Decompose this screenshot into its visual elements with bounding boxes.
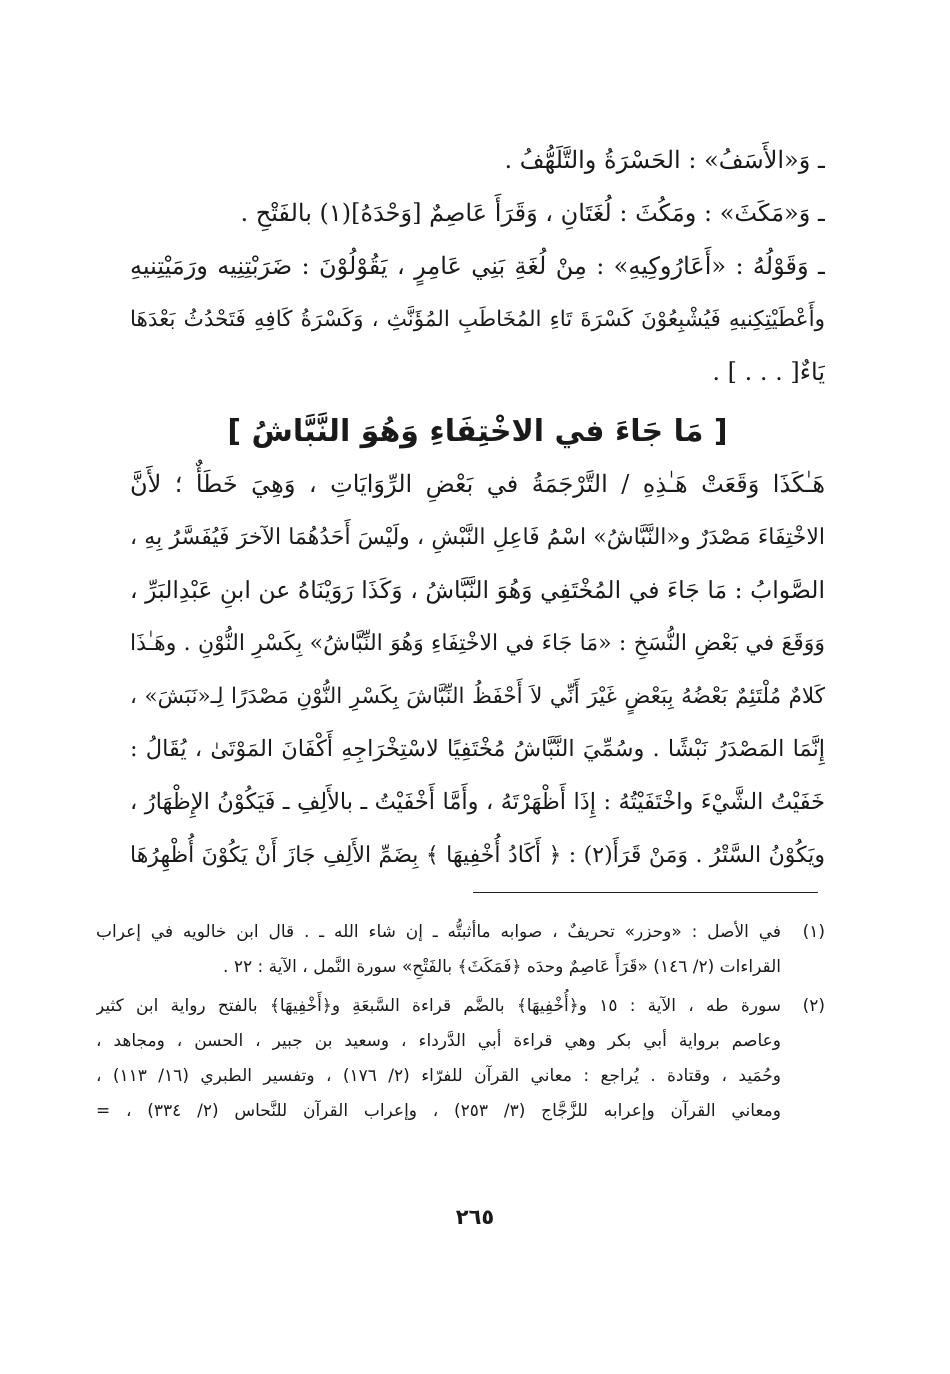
footnote-divider [473, 892, 818, 893]
footnote-number: (١) [802, 922, 825, 942]
footnote-line: في الأصل : «وحزر» تحريفٌ ، صوابه ماأثبتُّه ـ إن شاء الله ـ . قال ابن خالويه في إعراب [96, 922, 781, 942]
glossary-line: ـ وَ«مَكَثَ» : ومَكُثَ : لُغَتَانِ ، وَقَرَأَ عَاصِمٌ [وَحْدَهُ](١) بالفَتْحِ . [240, 199, 825, 227]
body-text [130, 458, 825, 882]
body-line: خَفَيْتُ الشَّيْءَ واخْتَفَيْتُهُ : إِذَا أَظْهَرْتَهُ ، وأَمَّا أَخْفَيْتُ ـ بالأَلِفِ ـ فَيَكُوْنُ الإِظْهَارُ ، [130, 789, 825, 815]
glossary-line: ـ وَ«الأَسَفُ» : الحَسْرَةُ والتَّلَهُّفُ . [504, 146, 825, 174]
glossary-line: ـ وَقَوْلُهُ : «أَعَارُوكِيهِ» : مِنْ لُغَةِ بَنِي عَامِرٍ ، يَقُوْلُوْنَ : ضَرَبْتِنِيه ورَمَيْتِنيهِ [130, 252, 825, 280]
page-number: ٢٦٥ [455, 1205, 495, 1229]
footnote-number: (٢) [802, 996, 825, 1016]
body-line: الصَّوابُ : مَا جَاءَ في المُخْتَفِي وَهُوَ النَّبَّاشُ ، وَكَذَا رَوَيْنَاهُ عن ابنِ عَبْدِالبَرِّ ، [130, 576, 825, 604]
footnote-line: وحُمَيد ، وقتادة . يُراجع : معاني القرآن للفرّاء (٢/ ١٧٦) ، وتفسير الطبري (١٦/ ١١٣) ، [96, 1066, 781, 1086]
glossary-section [130, 134, 825, 399]
body-line: إِنَّمَا المَصْدَرُ نَبْشًا . وسُمِّيَ النَّبَّاشُ مُخْتَفِيًا لاسْتِخْرَاجِهِ أَكْفَانَ المَوْتَىٰ ، يُقَالُ : [130, 736, 825, 762]
glossary-line: يَاءٌ[ . . . ] . [712, 358, 825, 386]
footnote-2 [96, 989, 825, 1129]
footnotes [96, 915, 825, 1129]
body-line: الاخْتِفَاءَ مَصْدَرٌ و«النَّبَّاشُ» اسْمُ فَاعِلِ النَّبْشِ ، ولَيْسَ أَحَدُهُمَا الآخرَ فَيُفَسَّرُ بِهِ ، [130, 525, 825, 550]
footnote-line: سورة طه ، الآية : ١٥ و﴿أُخْفِيهَا﴾ بالضَّم قراءة السَّبعَةِ و﴿أَخْفِيهَا﴾ بالفتح رواية ابن كثير [96, 996, 781, 1016]
body-line: وَوَقَعَ في بَعْضِ النُّسَخِ : «مَا جَاءَ في الاخْتِفَاءِ وَهُوَ النِّبَّاشُ» بِكَسْرِ النُّوْنِ . وهَـٰذَا [130, 631, 825, 656]
footnote-1 [96, 915, 825, 985]
body-line: كَلامٌ مُلْتَئِمٌ بَعْضُهُ بِبَعْضٍ غَيْرَ أَنِّي لاَ أَحْفَظُ النِّبَّاشَ بِكَسْرِ النُّوْنِ مَصْدَرًا لِـ«نَبَشَ» ، [130, 684, 825, 709]
body-line: هَـٰكَذَا وَقَعَتْ هَـٰذِهِ / التَّرْجَمَةُ في بَعْضِ الرِّوَايَاتِ ، وَهِيَ خَطَأٌ ؛ لأَنَّ [130, 470, 825, 498]
footnote-line: ومعاني القرآن وإعرابه للزَّجَّاج (٣/ ٢٥٣) ، وإعراب القرآن للنَّحاس (٢/ ٣٣٤) ، = [96, 1101, 781, 1121]
section-heading: [ مَا جَاءَ في الاخْتِفَاءِ وَهُوَ النَّبَّاشُ ] [227, 414, 728, 449]
footnote-line: وعاصم برواية أبي بكر وهي قراءة أبي الدَّرداء ، وسعيد بن جبير ، الحسن ، ومجاهد ، [96, 1031, 781, 1051]
glossary-line: وأَعْطَيْتِكِنيهِ فَيُشْبِعُوْنَ كَسْرَةَ تَاءِ المُخَاطَبِ المُؤَنَّثِ ، وَكَسْرَةُ كَافِهِ فَتَحْدُثُ بَعْدَهَا [130, 307, 825, 332]
footnote-line: القراءات (٢/ ١٤٦) «قَرَأَ عَاصِمٌ وحدَه ﴿فَمَكَثَ﴾ بالفَتْحِ» سورة النَّمل ، الآية : ٢٢ . [223, 957, 781, 977]
body-line: ويَكُوْنُ السَّتْرُ . وَمَنْ قَرَأَ(٢) : ﴿ أَكَادُ أُخْفِيهَا ﴾ بِضَمِّ الأَلِفِ جَازَ أَنْ يَكُوْنَ أُظْهِرُهَا [130, 843, 825, 868]
